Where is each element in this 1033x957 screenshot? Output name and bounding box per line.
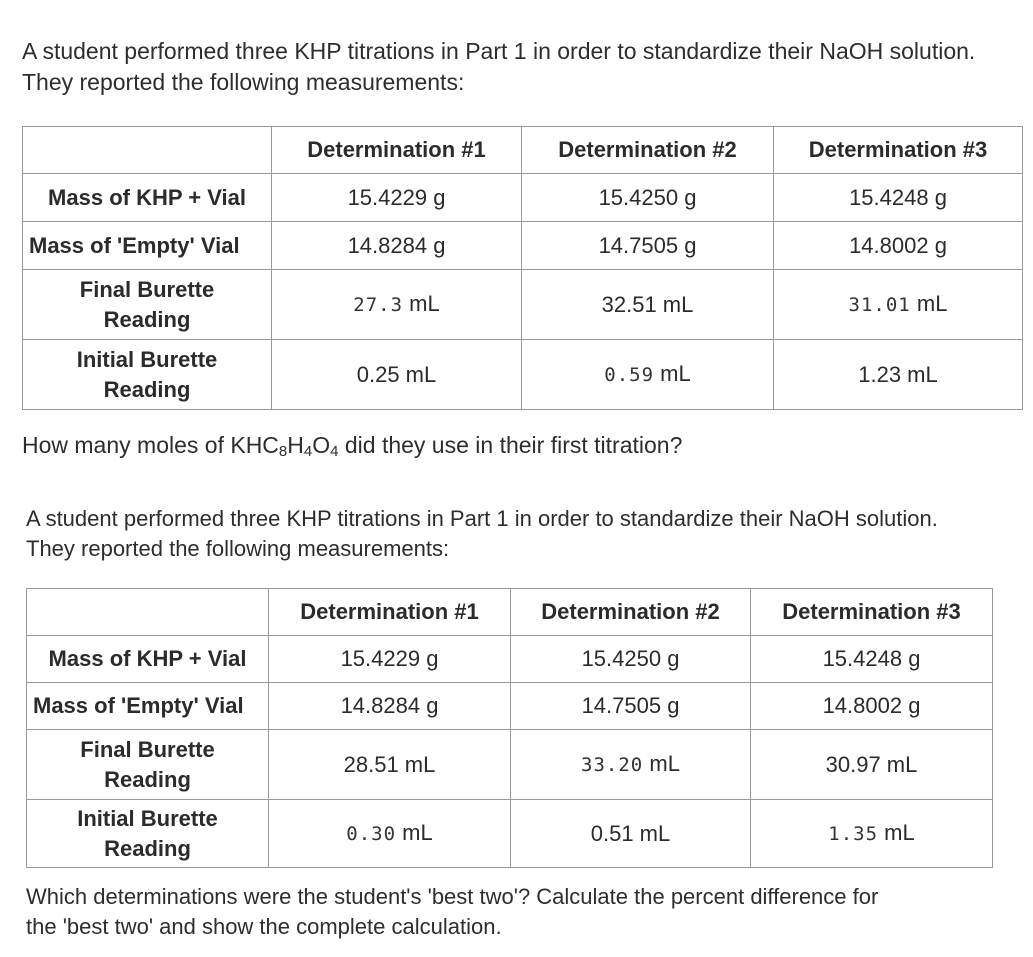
row-label: Mass of KHP + Vial: [23, 174, 272, 222]
header-cell: Determination #1: [272, 127, 522, 174]
handwritten-value: 27.3: [353, 294, 404, 316]
intro-text-1: A student performed three KHP titrations in Part 1 in order to standardize their NaOH solution. They reported the following measurements:: [22, 38, 976, 95]
question-text-1: How many moles of $KHC_8H_4O_4$ did they use in their first titration?: [22, 432, 683, 460]
row-label: Mass of 'Empty' Vial: [23, 222, 272, 270]
table-cell: 14.8002 g: [751, 683, 993, 730]
table-cell: [522, 340, 774, 410]
unit-label: mL: [884, 820, 915, 845]
table-cell: [751, 800, 993, 868]
row-label: Final Burette Reading: [23, 270, 272, 340]
table-cell: [774, 270, 1023, 340]
table-cell: 15.4248 g: [751, 636, 993, 683]
handwritten-value: 0.30: [346, 823, 397, 845]
table-cell: 0.25 mL: [272, 340, 522, 410]
header-cell: [27, 589, 269, 636]
table-header-row: [23, 127, 1023, 174]
unit-label: mL: [660, 361, 691, 386]
intro-text-2: A student performed three KHP titrations in Part 1 in order to standardize their NaOH solution. They reported the following measurements:: [26, 506, 938, 561]
row-label: Mass of 'Empty' Vial: [27, 683, 269, 730]
table-row: [23, 174, 1023, 222]
table-header-row: [27, 589, 993, 636]
handwritten-value: 31.01: [848, 294, 911, 316]
table-cell: 28.51 mL: [269, 730, 511, 800]
table-cell: [269, 800, 511, 868]
table-row: [27, 683, 993, 730]
question-text-2: Which determinations were the student's 'best two'? Calculate the percent difference for the 'best two' and show the complete calculation.: [26, 884, 879, 939]
table-cell: 15.4250 g: [522, 174, 774, 222]
table-row: [27, 800, 993, 868]
table-row: [27, 636, 993, 683]
table-cell: 0.51 mL: [511, 800, 751, 868]
table-cell: 32.51 mL: [522, 270, 774, 340]
header-cell: Determination #3: [774, 127, 1023, 174]
measurements-table-2: [26, 588, 993, 868]
table-cell: 15.4229 g: [272, 174, 522, 222]
table-cell: 14.7505 g: [522, 222, 774, 270]
table-cell: 14.8002 g: [774, 222, 1023, 270]
table-cell: [511, 730, 751, 800]
table-row: [27, 730, 993, 800]
handwritten-value: 0.59: [604, 364, 655, 386]
header-cell: Determination #2: [522, 127, 774, 174]
table-cell: 1.23 mL: [774, 340, 1023, 410]
table-cell: 14.7505 g: [511, 683, 751, 730]
unit-label: mL: [409, 291, 440, 316]
table-cell: [272, 270, 522, 340]
header-cell: [23, 127, 272, 174]
unit-label: mL: [916, 291, 948, 316]
table-row: [23, 270, 1023, 340]
table-cell: 14.8284 g: [272, 222, 522, 270]
row-label: Mass of KHP + Vial: [27, 636, 269, 683]
unit-label: mL: [402, 820, 433, 845]
table-cell: 14.8284 g: [269, 683, 511, 730]
handwritten-value: 1.35: [828, 823, 879, 845]
table-row: [23, 222, 1023, 270]
table-cell: 15.4250 g: [511, 636, 751, 683]
handwritten-value: 33.20: [581, 754, 644, 776]
header-cell: Determination #1: [269, 589, 511, 636]
row-label: Initial Burette Reading: [27, 800, 269, 868]
header-cell: Determination #3: [751, 589, 993, 636]
table-cell: 15.4229 g: [269, 636, 511, 683]
unit-label: mL: [649, 751, 680, 776]
row-label: Final Burette Reading: [27, 730, 269, 800]
table-row: [23, 340, 1023, 410]
measurements-table-1: [22, 126, 1023, 410]
table-cell: 15.4248 g: [774, 174, 1023, 222]
table-cell: 30.97 mL: [751, 730, 993, 800]
header-cell: Determination #2: [511, 589, 751, 636]
row-label: Initial Burette Reading: [23, 340, 272, 410]
